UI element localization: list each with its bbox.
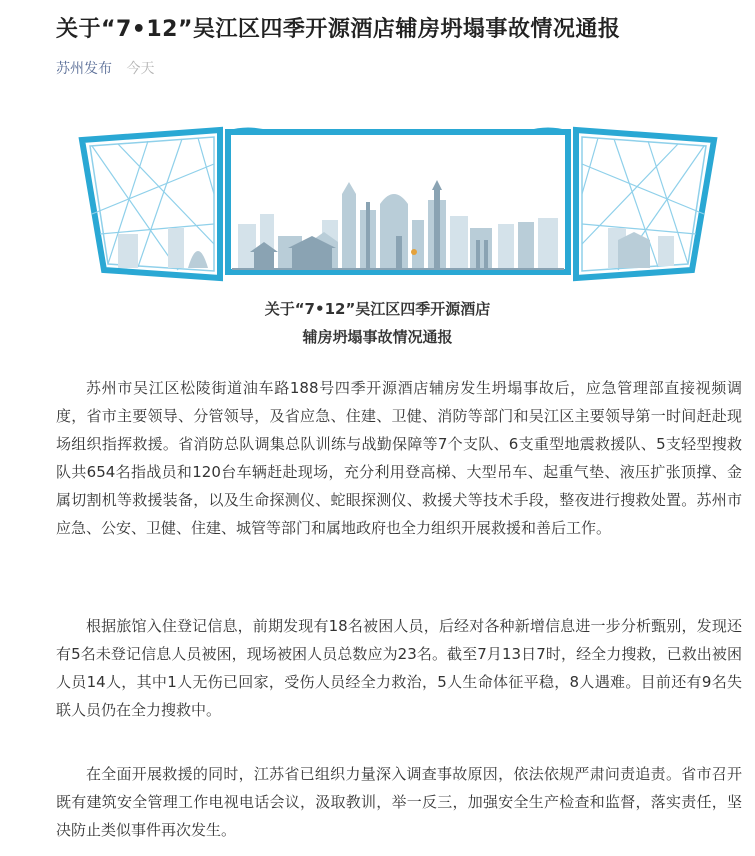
body-paragraph-3: 在全面开展救援的同时，江苏省已组织力量深入调查事故原因，依法依规严肃问责追责。省市召开既有建筑安全管理工作电视电话会议，汲取教训，举一反三，加强安全生产检查和监督，落实责任，坚决防止类似事件再次发生。 bbox=[56, 765, 742, 839]
body-paragraph-2: 根据旅馆入住登记信息，前期发现有18名被困人员，后经对各种新增信息进一步分析甄别，发现还有5名未登记信息人员被困，现场被困人员总数应为23名。截至7月13日7时，经全力搜救，已救出被困人员14人，其中1人无伤已回家，受伤人员经全力救治，5人生命体征平稳，8人遇难。目前还有9名失联人员仍在全力搜救中。 bbox=[56, 617, 742, 719]
banner-subtitle-line2: 辅房坍塌事故情况通报 bbox=[302, 328, 453, 346]
article-source-link[interactable]: 苏州发布 bbox=[56, 61, 112, 77]
ground-line bbox=[232, 268, 564, 270]
accent-dot bbox=[411, 249, 417, 255]
body-paragraph-1: 苏州市吴江区松陵街道油车路188号四季开源酒店辅房发生坍塌事故后，应急管理部直接视频调度，省市主要领导、分管领导，及省应急、住建、卫健、消防等部门和吴江区主要领导第一时间赶赴现场组织指挥救援。省消防总队调集总队训练与战勤保障等7个支队、6支重型地震救援队、5支轻型搜救队共654名指战员和120台车辆赶赴现场，充分利用登高梯、大型吊车、起重气垫、液压扩张顶撑、金属切割机等救援装备，以及生命探测仪、蛇眼探测仪、救援犬等技术手段，整夜进行搜救处置。苏州市应急、公安、卫健、住建、城管等部门和属地政府也全力组织开展救援和善后工作。 bbox=[56, 379, 742, 537]
article-publish-time: 今天 bbox=[126, 61, 155, 77]
article-meta bbox=[56, 58, 154, 78]
skyline-illustration bbox=[78, 124, 718, 284]
banner-subtitle-line1: 关于“7•12”吴江区四季开源酒店 bbox=[264, 300, 491, 318]
article-title: 关于“7•12”吴江区四季开源酒店辅房坍塌事故情况通报 bbox=[56, 17, 621, 42]
city-skyline-banner bbox=[78, 124, 718, 284]
